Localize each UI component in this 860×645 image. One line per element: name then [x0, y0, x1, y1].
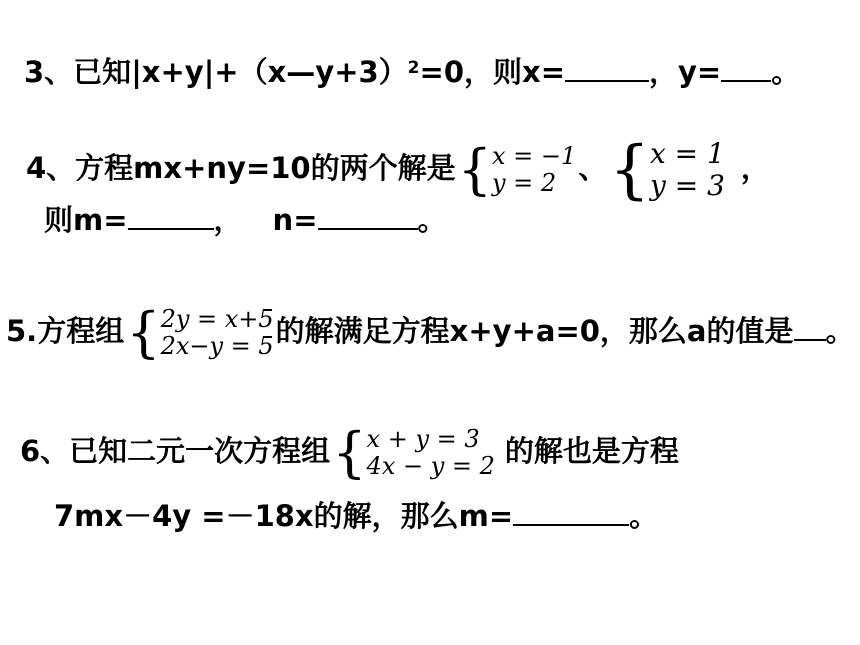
q3-exponent: 2: [407, 58, 420, 78]
q5-suffix: 的解满足方程x+y+a=0，那么a的值是: [275, 314, 794, 348]
left-brace-icon: {: [126, 301, 161, 364]
q6-end: 。: [629, 499, 659, 533]
left-brace-icon: {: [332, 421, 367, 484]
q4-comma: ，: [213, 203, 243, 237]
left-brace-icon: {: [609, 133, 650, 207]
q4-m-label: 则m=: [44, 203, 128, 237]
q5-system: [126, 301, 274, 364]
q6-system: [332, 421, 495, 484]
q6-eq1: x + y = 3: [366, 425, 480, 453]
q3-equation-rest: =0，则x=: [419, 55, 565, 89]
q4-n-blank: [318, 200, 418, 230]
q4-solution-2: [609, 133, 725, 207]
q5-prefix: 5.方程组: [6, 314, 125, 348]
q6-eq2: 4x − y = 2: [366, 452, 495, 480]
q5-eq1: 2y = x+5: [160, 305, 274, 333]
q4-solution-1: [457, 138, 577, 201]
q4-n-label: n=: [272, 203, 318, 237]
q6-line-2-text: 7mx－4y =－18x的解，那么m=: [54, 499, 514, 533]
question-4: [26, 133, 770, 207]
q4-prefix: 4、方程mx+ny=10的两个解是: [26, 151, 456, 185]
question-4-line-2: [44, 200, 447, 238]
question-6: [20, 421, 679, 484]
q6-suffix: 的解也是方程: [504, 434, 679, 468]
q5-eq2: 2x−y = 5: [160, 332, 274, 360]
q4-sol1-eq1: x = −1: [491, 142, 577, 170]
q4-sol1-eq2: y = 2: [491, 169, 557, 197]
question-3: [24, 52, 800, 90]
q5-answer-blank: [794, 311, 826, 341]
q4-separator: 、: [578, 151, 608, 185]
q3-x-blank: [565, 52, 649, 82]
q3-y-blank: [721, 52, 771, 82]
q3-abs-expression: |x+y|+（x—y+3）: [131, 55, 408, 89]
q6-m-blank: [513, 496, 629, 526]
q3-end: 。: [771, 55, 801, 89]
q5-end: 。: [825, 314, 855, 348]
left-brace-icon: {: [457, 138, 492, 201]
q4-end: 。: [417, 203, 447, 237]
q4-sol2-eq1: x = 1: [649, 137, 725, 170]
q4-trailing-comma: ，: [740, 151, 770, 185]
q4-m-blank: [128, 200, 214, 230]
question-6-line-2: [54, 496, 658, 534]
q6-prefix: 6、已知二元一次方程组: [20, 434, 331, 468]
q3-prefix: 3、已知: [24, 55, 132, 89]
question-5: [6, 301, 855, 364]
q4-sol2-eq2: y = 3: [649, 169, 725, 202]
q3-y-label: ，y=: [649, 55, 722, 89]
